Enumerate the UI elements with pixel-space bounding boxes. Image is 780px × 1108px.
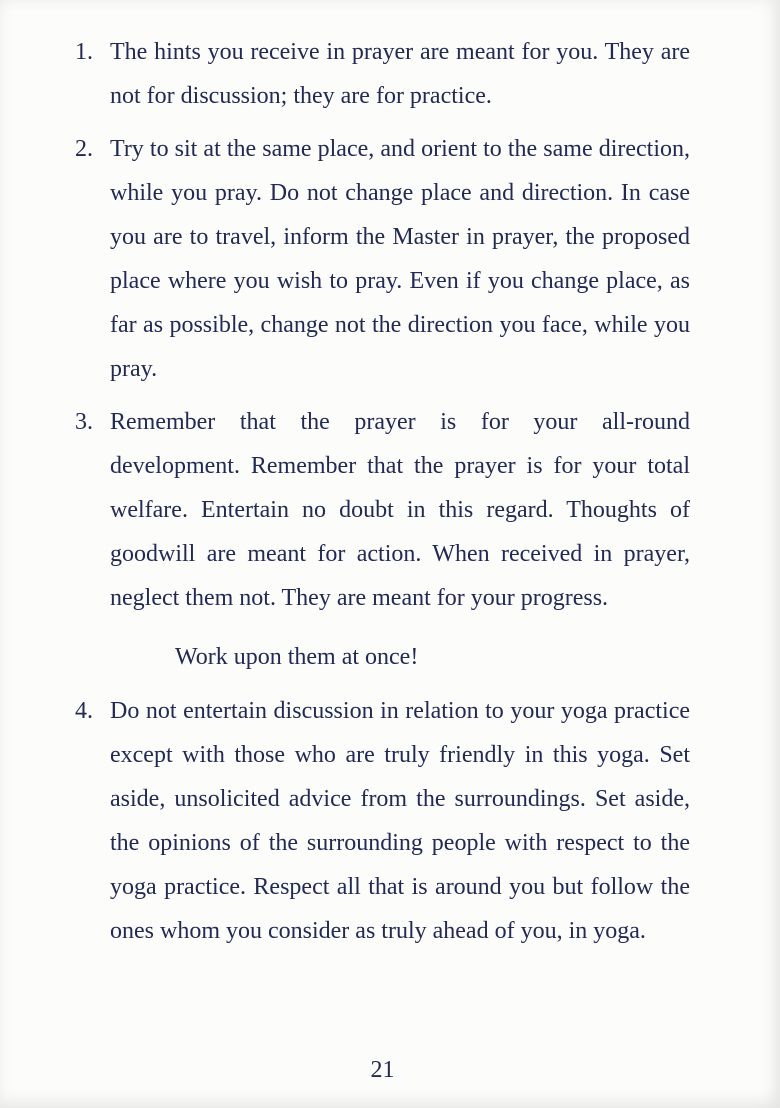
item-number: 3. (75, 409, 93, 435)
item-number: 4. (75, 698, 93, 724)
page-number: 21 (370, 1057, 395, 1083)
list-item-3 (75, 400, 690, 620)
list-item-2 (75, 127, 690, 391)
item-text: Remember that the prayer is for your all-round development. Remember that the prayer is for your total welfare. Entertain no doubt in this regard. Thoughts of goodwill are meant for action. When received in prayer, neglect them not. They are meant for your progress. (110, 409, 690, 611)
item-text: Try to sit at the same place, and orient to the same direction, while you pray. Do not change place and direction. In case you are to travel, inform the Master in prayer, the proposed place where you wish to pray. Even if you change place, as far as possible, change not the direction you face, while you pray. (110, 136, 690, 382)
interjection-line: Work upon them at once! (175, 644, 419, 670)
list-item-1 (75, 30, 690, 118)
list-item-4 (75, 689, 690, 953)
item-text: Do not entertain discussion in relation to your yoga practice except with those who are truly friendly in this yoga. Set aside, unsolicited advice from the surroundings. Set aside, the opinions of the surrounding people with respect to the yoga practice. Respect all that is around you but follow the ones whom you consider as truly ahead of you, in yoga. (110, 698, 690, 944)
item-number: 1. (75, 39, 93, 65)
item-text: The hints you receive in prayer are meant for you. They are not for discussion; they are for practice. (110, 39, 690, 109)
item-number: 2. (75, 136, 93, 162)
